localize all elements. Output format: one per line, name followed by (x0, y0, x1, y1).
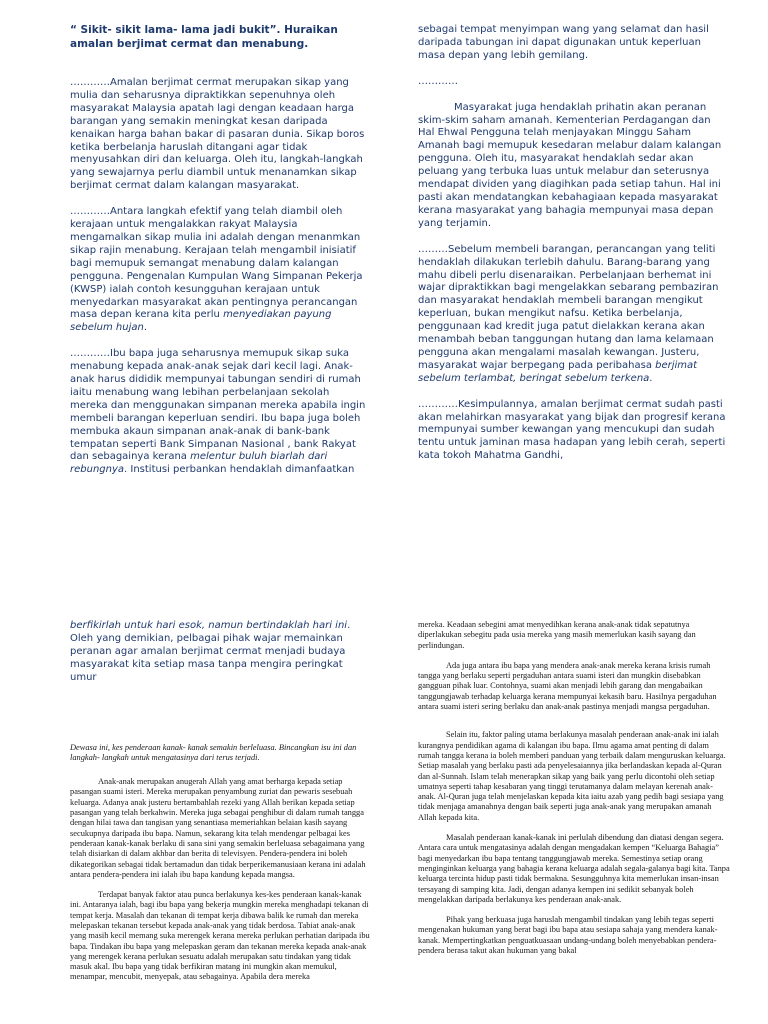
quote-italic: berfikirlah untuk hari esok, namun bertindaklah hari ini (70, 620, 348, 631)
paragraph-quote-continuation (70, 620, 370, 685)
top-left-column (70, 24, 370, 490)
proverb-italic: menyediakan payung sebelum hujan (70, 309, 332, 334)
bottom-right-column (418, 620, 730, 966)
paragraph-e6: Masalah penderaan kanak-kanak ini perlulah dibendung dan diatasi dengan segera. Antara cara untuk mengatasinya adalah dengan mengadakan kempen “Keluarga Bahagia” bagi menyedarkan ibu bapa tentang tanggungjawab mereka. Semestinya setiap orang menginginkan keluarga yang bahagia kerana keluarga adalah segala-galanya bagi kita. Tanpa keluarga tercinta hidup pasti tidak bermakna. Sesungguhnya kita memerlukan insan-insan tersayang di samping kita. Jadi, dengan adanya kempen ini sedikit sebanyak boleh mengelakkan daripada berlakunya kes penderaan anak-anak. (418, 833, 730, 904)
paragraph-saham: Masyarakat juga hendaklah prihatin akan peranan skim-skim saham amanah. Kementerian Perdagangan dan Hal Ehwal Pengguna telah menjayakan Minggu Saham Amanah bagi memupuk kesedaran melabur dalam kalangan pengguna. Oleh itu, masyarakat hendaklah sedar akan peluang yang terbuka luas untuk melabur dan seterusnya mendapat dividen yang diagihkan pada setiap tahun. Hal ini pasti akan mendatangkan kebahagiaan kepada masyarakat kerana masyarakat yang bahagia mempunyai masa depan yang terjamin. (418, 101, 722, 229)
essay-title: “ Sikit- sikit lama- lama jadi bukit”. Huraikan amalan berjimat cermat dan menabung. (70, 24, 338, 50)
proverb-italic: berjimat sebelum terlambat, beringat sebelum terkena (418, 359, 698, 384)
paragraph-e4: Ada juga antara ibu bapa yang mendera anak-anak mereka kerana krisis rumah tangga yang berlaku seperti pergaduhan antara suami isteri dan mungkin disebabkan gangguan pihak luar. Contohnya, suami akan menjadi lebih garang dan mengabaikan tanggungjawab terhadap keluarga kerana mempunyai kekasih baru. Hasilnya pergaduhan antara suami isteri sering berlaku dan anak-anak pastinya menjadi mangsa pergaduhan. (418, 660, 717, 712)
essay2-left (70, 743, 370, 983)
paragraph-e5: Selain itu, faktor paling utama berlakunya masalah penderaan anak-anak ini ialah kurangnya pendidikan agama di kalangan ibu bapa. Ilmu agama amat penting di dalam rumah tangga kerana ia boleh memberi panduan yang terbaik dalam menguruskan keluarga. Setiap masalah yang berlaku pasti ada penyelesaiannya jika berlandaskan kepada al-Quran dan al-Sunnah. Islam telah menerapkan sikap yang baik yang perlu dicontohi oleh setiap umatnya seperti tahap kesabaran yang tinggi terutamanya dalam melayan kerenah anak-anak. Al-Quran juga telah menjelaskan kepada kita iaitu azab yang pedih bagi sesiapa yang tidak menjaga amanahnya dengan baik seperti juga anak-anak yang merupakan amanah Allah kepada kita. (418, 730, 726, 822)
paragraph-planning (418, 244, 730, 386)
paragraph-e1: Anak-anak merupakan anugerah Allah yang amat berharga kepada setiap pasangan suami isteri. Mereka merupakan penyambung zuriat dan pewaris sesebuah keluarga. Adanya anak justeru bertambahlah rezeki yang Allah berikan kepada setiap pasangan yang telah berkahwin. Mereka juga sebagai penghibur di dalam rumah tangga dengan hilai tawa dan tangisan yang senantiasa memeriahkan belaian kasih sayang secukupnya daripada ibu bapa. Namun, sekarang kita telah mendengar pelbagai kes penderaan kanak-kanak berlaku di sana sini yang semakin berleluasa sebagaimana yang telah disiarkan di dalam akhbar dan berita di televisyen. Pendera-pendera ini boleh dikategorikan sebagai tidak bertamadun dan tidak berperikemanusiaan kerana ini adalah antara pendera-pendera ini ialah ibu bapa kandung kepada mangsa. (70, 777, 366, 879)
text-span: …………Antara langkah efektif yang telah diambil oleh kerajaan untuk mengalakkan rakyat Malaysia mengamalkan sikap mulia ini adalah dengan menanmkan sikap rajin menabung. Kerajaan telah mengambil inisiatif bagi memupuk semangat menabung dalam kalangan pengguna. Pengenalan Kumpulan Wang Simpanan Pekerja (KWSP) ialah contoh kesungguhan kerajaan untuk menyedarkan masyarakat akan pentingnya perancangan masa depan kerana kita perlu (70, 206, 363, 321)
paragraph-conclusion: …………Kesimpulannya, amalan berjimat cermat sudah pasti akan melahirkan masyarakat yang bijak dan progresif kerana mempunyai sumber kewangan yang mencukupi dan sudah tentu untuk jaminan masa hadapan yang lebih cerah, seperti kata tokoh Mahatma Gandhi, (418, 398, 726, 462)
text-span: . (649, 372, 653, 384)
bottom-left-column (70, 620, 370, 993)
paragraph-intro: …………Amalan berjimat cermat merupakan sikap yang mulia dan seharusnya dipraktikkan sepenuhnya oleh masyarakat Malaysia apatah lagi dengan keadaan harga barangan yang semakin meningkat kesan daripada kenaikan harga bahan bakar di pasaran dunia. Sikap boros ketika berbelanja haruslah ditangani agar tidak menyusahkan diri dan keluarga. Oleh itu, langkah-langkah yang sewajarnya perlu diambil untuk menanamkan sikap berjimat cermat dalam kalangan masyarakat. (70, 77, 365, 192)
text-span: …………Ibu bapa juga seharusnya memupuk sikap suka menabung kepada anak-anak sejak dari kecil lagi. Anak-anak harus dididik mempunyai tabungan sendiri di rumah iaitu menabung wang lebihan perbelanjaan sekolah mereka dan menggunakan simpanan mereka apabila ingin membeli barangan keperluan sendiri. Ibu bapa juga boleh membuka akaun simpanan anak-anak di bank-bank tempatan seperti Bank Simpanan Nasional , bank Rakyat dan sebagainya kerana (70, 348, 366, 463)
paragraph-parents (70, 348, 370, 477)
text-span: . (143, 322, 148, 334)
paragraph-continuation: sebagai tempat menyimpan wang yang selamat dan hasil daripada tabungan ini dapat digunakan untuk keperluan masa depan yang lebih gemilang. (418, 24, 709, 61)
text-span: . Institusi perbankan hendaklah dimanfaatkan (124, 464, 355, 476)
paragraph-e2: Terdapat banyak faktor atau punca berlakunya kes-kes penderaan kanak-kanak ini. Antaranya ialah, bagi ibu bapa yang bekerja mungkin mereka menghadapi tekanan di tempat kerja. Masalah dan tekanan di tempat kerja dibawa balik ke rumah dan mereka melepaskan tekanan tersebut kepada anak-anak yang tidak berdosa. Tabiat anak-anak yang masih kecil memang suka merengek kerana mereka perlukan perhatian daripada ibu bapa. Tindakan ibu bapa yang melepaskan geram dan tekanan mereka kepada anak-anak yang merengek kerana perlukan sesuatu adalah merupakan satu tindakan yang tidak masuk akal. Ibu bapa yang tidak berfikiran matang ini mungkin akan memukul, menampar, mencubit, menyepak, atau sebagainya. Apabila dera mereka (70, 890, 370, 982)
paragraph-e3: mereka. Keadaan sebegini amat menyedihkan kerana anak-anak tidak sepatutnya diperlakukan sebegitu pada usia mereka yang masih memerlukan kasih sayang dan perlindungan. (418, 620, 696, 650)
paragraph-e7: Pihak yang berkuasa juga haruslah mengambil tindakan yang lebih tegas seperti mengenakan hukuman yang berat bagi ibu bapa atau sesiapa sahaja yang mendera kanak-kanak. Mempertingkatkan penguatkuasaan undang-undang boleh menyebabkan pendera-pendera berasa takut akan hukuman yang bakal (418, 915, 718, 956)
text-span: . Oleh yang demikian, pelbagai pihak wajar memainkan peranan agar amalan berjimat cermat menjadi budaya masyarakat kita setiap masa tanpa mengira peringkat umur (70, 620, 351, 683)
page-bottom (0, 612, 768, 1024)
text-span: ………Sebelum membeli barangan, perancangan yang teliti hendaklah dilakukan terlebih dahulu. Barang-barang yang mahu dibeli perlu disenaraikan. Perbelanjaan berhemat ini wajar dipraktikkan bagi mengelakkan sebarang pembaziran dan masyarakat hendaklah membeli barangan mengikut keperluan, bukan mengikut nafsu. Ketika berbelanja, penggunaan kad kredit juga patut dielakkan kerana akan menambah beban tanggungan hutang dan lama kelamaan pengguna akan mengalami masalah kewangan. Justeru, masyarakat wajar berpegang pada peribahasa (418, 243, 719, 371)
separator-dots: ………… (418, 75, 458, 87)
proverb-italic: melentur buluh biarlah dari rebungnya (70, 451, 328, 476)
essay2-title: Dewasa ini, kes penderaan kanak- kanak semakin berleluasa. Bincangkan isu ini dan langkah- langkah untuk mengatasinya dari terus terjadi. (70, 742, 357, 762)
top-right-column (418, 24, 730, 476)
paragraph-government (70, 206, 370, 335)
